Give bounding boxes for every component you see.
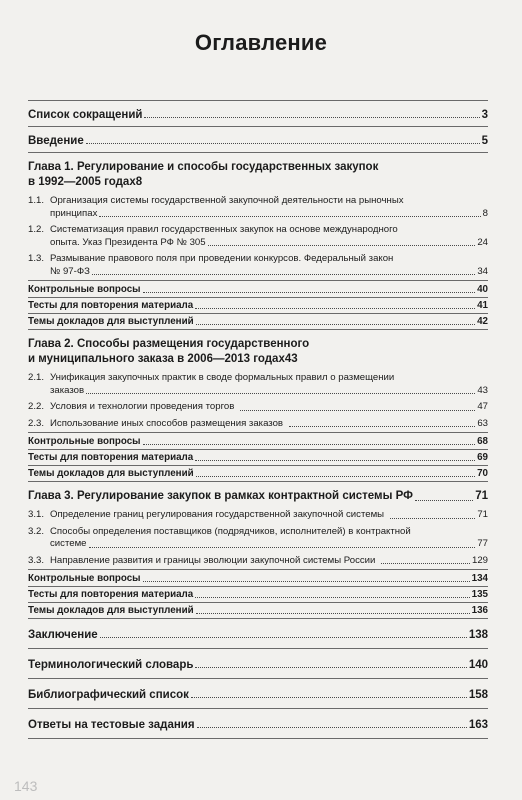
table-of-contents bbox=[28, 100, 488, 739]
toc-chapter-2: Глава 2. Способы размещения государственного и муниципального заказа в 2006—2013 годах 43 bbox=[28, 338, 310, 365]
toc-section-1-3: 1.3. Размывание правового поля при проведении конкурсов. Федеральный закон № 97-ФЗ 34 bbox=[28, 253, 488, 277]
toc-chapter-1: Глава 1. Регулирование и способы государственных закупок в 1992—2005 годах 8 bbox=[28, 161, 379, 188]
toc-tests-2: Тесты для повторения материала 69 bbox=[28, 452, 488, 463]
toc-section-3-3: 3.3. Направление развития и границы эволюции закупочной системы России 129 bbox=[28, 554, 488, 566]
toc-entry-abbreviations: Список сокращений 3 bbox=[28, 109, 488, 121]
toc-section-2-2: 2.2. Условия и технологии проведения торгов 47 bbox=[28, 401, 488, 412]
toc-entry-conclusion: Заключение 138 bbox=[28, 629, 488, 641]
toc-report-topics-1: Темы докладов для выступлений 42 bbox=[28, 316, 488, 327]
divider bbox=[28, 738, 488, 739]
toc-report-topics-3: Темы докладов для выступлений 136 bbox=[28, 605, 488, 616]
toc-section-1-1: 1.1. Организация системы государственной закупочной деятельности на рыночных принципах 8 bbox=[28, 195, 488, 219]
page-title: Оглавление bbox=[194, 30, 328, 55]
toc-section-1-2: 1.2. Систематизация правил государственных закупок на основе международного опыта. Указ Президента РФ № 305 24 bbox=[28, 224, 488, 248]
toc-report-topics-2: Темы докладов для выступлений 70 bbox=[28, 468, 488, 479]
toc-section-2-1: 2.1. Унификация закупочных практик в своде формальных правил о размещении заказов 43 bbox=[28, 372, 488, 396]
toc-entry-answers: Ответы на тестовые задания 163 bbox=[28, 719, 488, 731]
toc-entry-glossary: Терминологический словарь 140 bbox=[28, 659, 488, 671]
toc-control-questions-3: Контрольные вопросы 134 bbox=[28, 573, 488, 584]
toc-control-questions-2: Контрольные вопросы 68 bbox=[28, 436, 488, 447]
toc-control-questions-1: Контрольные вопросы 40 bbox=[28, 284, 488, 295]
toc-section-3-1: 3.1. Определение границ регулирования государственной закупочной системы 71 bbox=[28, 509, 488, 520]
toc-section-2-3: 2.3. Использование иных способов размещения заказов 63 bbox=[28, 417, 488, 429]
toc-entry-introduction: Введение 5 bbox=[28, 135, 488, 147]
page-number: 143 bbox=[14, 778, 38, 794]
toc-section-3-2: 3.2. Способы определения поставщиков (подрядчиков, исполнителей) в контрактной системе 77 bbox=[28, 525, 488, 549]
toc-tests-3: Тесты для повторения материала 135 bbox=[28, 589, 488, 600]
toc-chapter-3: Глава 3. Регулирование закупок в рамках контрактной системы РФ 71 bbox=[28, 490, 488, 502]
toc-entry-bibliography: Библиографический список 158 bbox=[28, 689, 488, 701]
toc-tests-1: Тесты для повторения материала 41 bbox=[28, 300, 488, 311]
